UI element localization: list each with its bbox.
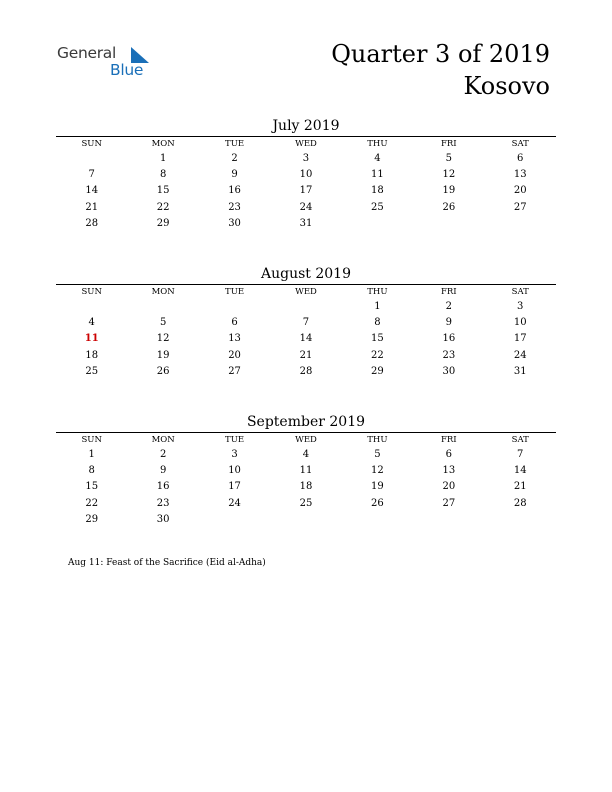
- weekday-label: MON: [151, 139, 175, 149]
- day-cell: 10: [299, 169, 313, 181]
- day-cell: 10: [513, 317, 527, 329]
- day-cell: 11: [299, 465, 313, 477]
- day-cell: 2: [159, 449, 167, 460]
- day-cell: 2: [231, 153, 238, 164]
- weekday-label: THU: [367, 287, 388, 297]
- day-cell: 21: [299, 349, 313, 361]
- day-cell: [270, 512, 341, 528]
- day-cell: 4: [302, 449, 310, 460]
- day-cell: 16: [442, 333, 456, 345]
- day-cell: [485, 216, 556, 232]
- weekday-label: THU: [367, 435, 388, 445]
- day-cell: 20: [513, 185, 527, 197]
- weekday-label: WED: [295, 139, 317, 149]
- day-cell: 26: [442, 201, 456, 213]
- day-cell: 6: [231, 317, 238, 329]
- weekday-label: MON: [151, 287, 175, 297]
- month-august: [56, 264, 556, 380]
- weekday-label: WED: [295, 435, 317, 445]
- day-cell: 5: [159, 317, 167, 329]
- day-cell: 19: [371, 481, 384, 493]
- day-cell: 25: [371, 201, 384, 213]
- day-cell: [413, 512, 484, 528]
- day-cell: 27: [442, 497, 456, 509]
- day-cell: 22: [156, 201, 170, 213]
- day-cell: 16: [156, 481, 170, 493]
- day-cell: 28: [513, 497, 527, 509]
- day-cell: 23: [442, 349, 456, 361]
- day-cell: 18: [299, 481, 313, 493]
- day-cell: 10: [228, 465, 241, 477]
- day-cell: 24: [513, 349, 527, 361]
- day-cell: [127, 299, 198, 315]
- day-cell: 8: [159, 169, 167, 181]
- day-cell: [199, 299, 270, 315]
- day-cell: 24: [299, 201, 313, 213]
- day-cell: 30: [228, 217, 241, 229]
- day-cell: 19: [442, 185, 456, 197]
- month-july: [56, 116, 556, 232]
- logo-text-blue: Blue: [110, 61, 144, 79]
- day-cell: 31: [513, 365, 527, 377]
- day-cell: 4: [374, 153, 381, 164]
- day-cell: 15: [156, 185, 170, 197]
- day-cell: 14: [299, 333, 313, 345]
- day-cell: [199, 512, 270, 528]
- day-cell: 20: [442, 481, 456, 493]
- weekday-label: SAT: [511, 287, 529, 297]
- day-cell: 30: [156, 513, 170, 525]
- day-cell: 25: [299, 497, 313, 509]
- weekday-label: TUE: [225, 435, 245, 445]
- page-title: [331, 38, 550, 102]
- logo: [57, 44, 157, 84]
- weekday-label: WED: [295, 287, 317, 297]
- day-cell: 5: [445, 153, 452, 164]
- day-cell: 18: [85, 349, 99, 361]
- day-cell: [56, 299, 127, 315]
- day-cell: 19: [156, 349, 170, 361]
- day-cell: 7: [517, 449, 524, 460]
- day-cell: 8: [374, 317, 381, 329]
- day-cell: [342, 512, 413, 528]
- day-cell: [270, 299, 341, 315]
- day-cell: 3: [231, 449, 238, 460]
- month-title: July 2019: [272, 118, 340, 134]
- day-cell: 11: [371, 169, 384, 181]
- day-cell: 12: [156, 333, 170, 345]
- day-cell: 24: [228, 497, 241, 509]
- day-cell: 26: [156, 365, 170, 377]
- weekday-label: FRI: [440, 139, 457, 149]
- logo-text-general: General: [57, 44, 116, 62]
- day-cell: 16: [228, 185, 241, 197]
- day-cell: 25: [85, 365, 99, 377]
- weekday-header: [56, 285, 556, 299]
- day-cell: 27: [228, 365, 241, 377]
- day-cell: 1: [88, 449, 95, 460]
- day-cell: 21: [85, 201, 99, 213]
- day-cell: 7: [302, 317, 310, 329]
- day-cell: 9: [231, 169, 238, 181]
- day-cell: 13: [228, 333, 241, 345]
- day-cell: 17: [513, 333, 527, 345]
- day-cell: 18: [371, 185, 384, 197]
- day-cell: 3: [302, 153, 310, 164]
- day-cell: 9: [445, 317, 452, 329]
- day-cell: 28: [85, 217, 99, 229]
- day-cell: 1: [159, 153, 167, 164]
- month-title: September 2019: [246, 414, 366, 430]
- day-cell: [485, 512, 556, 528]
- weekday-label: FRI: [440, 287, 457, 297]
- day-cell: 6: [445, 449, 452, 460]
- day-cell: [342, 216, 413, 232]
- day-cell: 6: [517, 153, 524, 164]
- day-cell: 22: [371, 349, 384, 361]
- day-cell: 21: [513, 481, 527, 493]
- day-cell: [413, 216, 484, 232]
- day-cell: 23: [228, 201, 241, 213]
- day-cell: 14: [85, 185, 99, 197]
- day-cell: 7: [88, 169, 95, 181]
- quarter-title: Quarter 3 of 2019: [331, 40, 550, 68]
- day-cell: 13: [513, 169, 527, 181]
- day-cell: 17: [299, 185, 313, 197]
- country-title: Kosovo: [463, 72, 550, 100]
- weekday-label: SAT: [511, 139, 529, 149]
- holiday-day-cell: 11: [84, 333, 99, 345]
- day-cell: 8: [88, 465, 95, 477]
- day-cell: 29: [156, 217, 170, 229]
- weekday-label: THU: [367, 139, 388, 149]
- day-grid: [56, 151, 556, 232]
- weekday-label: TUE: [225, 287, 245, 297]
- day-cell: 29: [371, 365, 384, 377]
- day-cell: 22: [85, 497, 99, 509]
- day-grid: [56, 299, 556, 380]
- day-cell: 12: [442, 169, 456, 181]
- day-cell: 12: [371, 465, 384, 477]
- day-cell: 13: [442, 465, 456, 477]
- day-cell: [56, 151, 127, 167]
- weekday-label: SUN: [81, 287, 102, 297]
- day-cell: 17: [228, 481, 241, 493]
- day-grid: [56, 447, 556, 528]
- day-cell: 15: [371, 333, 384, 345]
- weekday-label: SUN: [81, 139, 102, 149]
- day-cell: 2: [445, 301, 452, 312]
- day-cell: 3: [517, 301, 524, 312]
- day-cell: 26: [371, 497, 384, 509]
- weekday-label: MON: [151, 435, 175, 445]
- day-cell: 5: [374, 449, 381, 460]
- day-cell: 1: [374, 301, 381, 312]
- day-cell: 29: [85, 513, 99, 525]
- month-title: August 2019: [261, 266, 351, 282]
- day-cell: 30: [442, 365, 456, 377]
- day-cell: 14: [513, 465, 527, 477]
- weekday-label: FRI: [440, 435, 457, 445]
- weekday-label: TUE: [225, 139, 245, 149]
- month-september: [56, 412, 556, 528]
- weekday-label: SAT: [511, 435, 529, 445]
- weekday-header: [56, 137, 556, 151]
- weekday-header: [56, 433, 556, 447]
- day-cell: 9: [159, 465, 167, 477]
- weekday-label: SUN: [81, 435, 102, 445]
- day-cell: 15: [85, 481, 99, 493]
- holiday-note: Aug 11: Feast of the Sacrifice (Eid al-Adha): [68, 558, 266, 568]
- day-cell: 27: [513, 201, 527, 213]
- day-cell: 20: [228, 349, 241, 361]
- day-cell: 31: [299, 217, 313, 229]
- day-cell: 4: [88, 317, 95, 329]
- day-cell: 28: [299, 365, 313, 377]
- day-cell: 23: [156, 497, 170, 509]
